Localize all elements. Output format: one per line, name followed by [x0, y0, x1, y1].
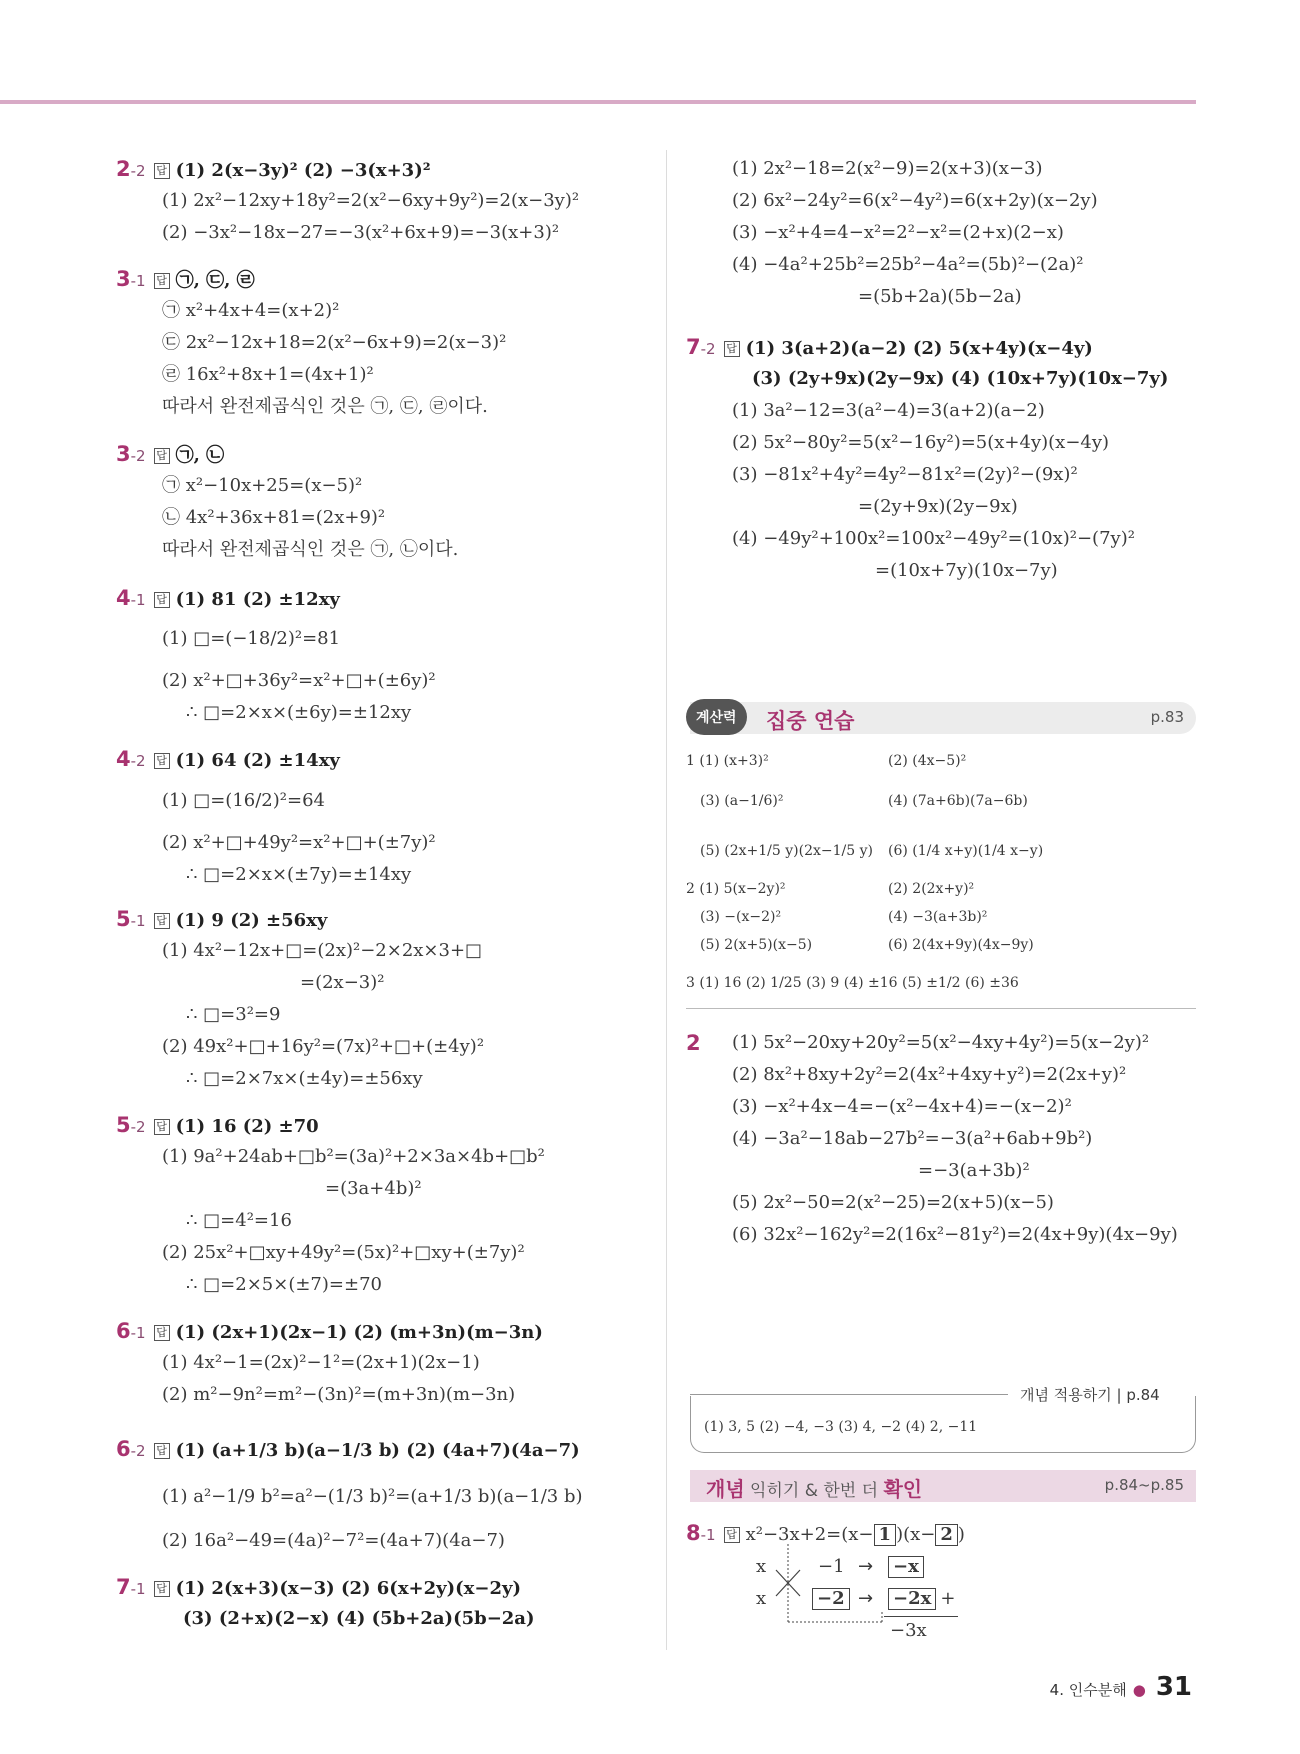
problem-number-suffix: -2: [130, 752, 146, 770]
column-divider: [666, 150, 667, 1650]
problem-4-1-answer: [116, 587, 340, 611]
apply-box-top: [690, 1394, 1008, 1395]
problem-number: 3-2: [116, 442, 146, 466]
problem-number: 2-2: [116, 157, 146, 181]
problem-7-1-answer: [116, 1576, 521, 1600]
solution-line: (3) −81x²+4y²=4y²−81x²=(2y)²−(9x)²: [732, 464, 1078, 485]
arrow-icon: →: [858, 1556, 874, 1577]
solution-line: (2) 25x²+□xy+49y²=(5x)²+□xy+(±7y)²: [162, 1242, 525, 1263]
cross-r2-box: −2x: [888, 1588, 936, 1610]
section-page: p.83: [1150, 708, 1184, 726]
eq-mid: )(x−: [896, 1524, 936, 1545]
apply-content: (1) 3, 5 (2) −4, −3 (3) 4, −2 (4) 2, −11: [704, 1419, 978, 1435]
solution-line: ∴ □=2×5×(±7)=±70: [186, 1274, 382, 1295]
drill-line: (3) −(x−2)²: [700, 909, 782, 925]
answer-text: (1) 16 (2) ±70: [175, 1116, 319, 1137]
solution-line: =−3(a+3b)²: [918, 1160, 1030, 1181]
solution-line: (3) −x²+4x−4=−(x²−4x+4)=−(x−2)²: [732, 1096, 1072, 1117]
bullet-icon: ●: [1132, 1681, 1146, 1699]
divider: [686, 1008, 1196, 1009]
cross-v1: −1: [818, 1556, 845, 1577]
answer-icon: 답: [154, 1581, 170, 1597]
problem-2-2-answer: [116, 158, 431, 182]
problem-number-suffix: -1: [700, 1526, 716, 1544]
answer-icon: 답: [154, 448, 170, 464]
answer-text: ㉠, ㉡: [175, 445, 225, 466]
answer-text: (1) 3(a+2)(a−2) (2) 5(x+4y)(x−4y): [745, 338, 1093, 359]
problem-number: 7-2: [686, 335, 716, 359]
solution-line: (2) 8x²+8xy+2y²=2(4x²+4xy+y²)=2(2x+y)²: [732, 1064, 1127, 1085]
plus-sign: +: [940, 1588, 956, 1609]
cross-x1: x: [756, 1556, 767, 1577]
solution-line: (2) 6x²−24y²=6(x²−4y²)=6(x+2y)(x−2y): [732, 190, 1098, 211]
drill-line: (5) (2x+1/5 y)(2x−1/5 y): [700, 843, 873, 859]
answer-icon: 답: [724, 1527, 740, 1543]
top-rule: [0, 100, 1196, 104]
problem-3-2-answer: [116, 443, 224, 467]
problem-5-1-answer: [116, 908, 327, 932]
drill-line: 2 (1) 5(x−2y)²: [686, 881, 786, 897]
problem-number: 8-1: [686, 1521, 716, 1545]
solution-line: ㉠ x²−10x+25=(x−5)²: [162, 475, 363, 496]
solution-line: (2) 49x²+□+16y²=(7x)²+□+(±4y)²: [162, 1036, 485, 1057]
solution-line: (1) □=(−18/2)²=81: [162, 628, 341, 649]
problem-number-suffix: -1: [130, 1580, 146, 1598]
solution-line: (1) 9a²+24ab+□b²=(3a)²+2×3a×4b+□b²: [162, 1146, 545, 1167]
arrow-icon: →: [858, 1588, 874, 1609]
solution-line: (3) −x²+4=4−x²=2²−x²=(2+x)(2−x): [732, 222, 1064, 243]
solution-line: (1) 3a²−12=3(a²−4)=3(a+2)(a−2): [732, 400, 1045, 421]
solution-line: =(3a+4b)²: [325, 1178, 422, 1199]
solution-line: =(10x+7y)(10x−7y): [875, 560, 1058, 581]
chapter-label: 4. 인수분해: [1049, 1681, 1127, 1699]
page-number: 31: [1155, 1672, 1192, 1702]
solution-line: (2) x²+□+49y²=x²+□+(±7y)²: [162, 832, 436, 853]
problem-number: 6-1: [116, 1319, 146, 1343]
problem-number-suffix: -1: [130, 272, 146, 290]
apply-header: 개념 적용하기 | p.84: [1020, 1386, 1160, 1404]
answer-text: (1) 9 (2) ±56xy: [175, 910, 328, 931]
problem-number-suffix: -1: [130, 1324, 146, 1342]
solution-line: 따라서 완전제곱식인 것은 ㉠, ㉢, ㉣이다.: [162, 396, 488, 417]
solution-line: (2) −3x²−18x−27=−3(x²+6x+9)=−3(x+3)²: [162, 222, 560, 243]
solution-line: (4) −4a²+25b²=25b²−4a²=(5b)²−(2a)²: [732, 254, 1084, 275]
cross-r1: [888, 1556, 924, 1578]
answer-icon: 답: [154, 913, 170, 929]
solution-line: ∴ □=2×x×(±7y)=±14xy: [186, 864, 412, 885]
sum-rule: [884, 1616, 958, 1617]
problem-number: 7-1: [116, 1575, 146, 1599]
drill-line: 1 (1) (x+3)²: [686, 753, 769, 769]
solution-line: (1) 5x²−20xy+20y²=5(x²−4xy+4y²)=5(x−2y)²: [732, 1032, 1150, 1053]
apply-page: p.84: [1126, 1386, 1160, 1404]
solution-line: (4) −3a²−18ab−27b²=−3(a²+6ab+9b²): [732, 1128, 1093, 1149]
answer-text: ㉠, ㉢, ㉣: [175, 270, 255, 291]
solution-line: (5) 2x²−50=2(x²−25)=2(x+5)(x−5): [732, 1192, 1054, 1213]
eq-part: x²−3x+2=(x−: [745, 1524, 874, 1545]
answer-text: (1) 64 (2) ±14xy: [175, 750, 340, 771]
problem-number-suffix: -2: [130, 1118, 146, 1136]
section-title-a: 개념: [706, 1477, 745, 1501]
drill-line: (6) (1/4 x+y)(1/4 x−y): [888, 843, 1044, 859]
solution-line: (2) 16a²−49=(4a)²−7²=(4a+7)(4a−7): [162, 1530, 505, 1551]
answer-icon: 답: [724, 341, 740, 357]
page-footer: [1050, 1672, 1192, 1702]
solution-line: (1) a²−1/9 b²=a²−(1/3 b)²=(a+1/3 b)(a−1/3 b): [162, 1486, 583, 1507]
answer-text: (1) 2(x−3y)² (2) −3(x+3)²: [175, 160, 431, 181]
solution-line: ㉡ 4x²+36x+81=(2x+9)²: [162, 507, 386, 528]
problem-number: 6-2: [116, 1437, 146, 1461]
solution-line: (2) m²−9n²=m²−(3n)²=(m+3n)(m−3n): [162, 1384, 516, 1405]
answer-icon: 답: [154, 753, 170, 769]
drill-line: (2) 2(2x+y)²: [888, 881, 975, 897]
solution-line: =(5b+2a)(5b−2a): [858, 286, 1022, 307]
section-pill: 계산력: [686, 699, 747, 735]
answer-text: (1) 2(x+3)(x−3) (2) 6(x+2y)(x−2y): [175, 1578, 521, 1599]
section-page: p.84~p.85: [1104, 1476, 1184, 1494]
problem-4-2-answer: [116, 748, 340, 772]
problem-6-1-answer: [116, 1320, 543, 1344]
blank-1: 1: [874, 1524, 897, 1546]
solution-line: ∴ □=4²=16: [186, 1210, 292, 1231]
solution-line: (4) −49y²+100x²=100x²−49y²=(10x)²−(7y)²: [732, 528, 1135, 549]
answer-icon: 답: [154, 1443, 170, 1459]
section-title-b: 익히기 & 한번 더: [750, 1481, 879, 1501]
drill-line: (6) 2(4x+9y)(4x−9y): [888, 937, 1034, 953]
answer-text: (1) 81 (2) ±12xy: [175, 589, 340, 610]
section-header-drill: [690, 702, 1196, 734]
answer-text: (1) (2x+1)(2x−1) (2) (m+3n)(m−3n): [175, 1322, 543, 1343]
solution-line: (1) 2x²−12xy+18y²=2(x²−6xy+9y²)=2(x−3y)²: [162, 190, 580, 211]
drill-line: (4) −3(a+3b)²: [888, 909, 988, 925]
drill-line: (2) (4x−5)²: [888, 753, 967, 769]
drill-line: 3 (1) 16 (2) 1/25 (3) 9 (4) ±16 (5) ±1/2 (6) ±36: [686, 975, 1019, 991]
problem-number-suffix: -1: [130, 591, 146, 609]
solution-line: =(2x−3)²: [300, 972, 385, 993]
problem-number: 4-1: [116, 586, 146, 610]
cross-v2-box: −2: [812, 1588, 850, 1610]
eq-end: ): [957, 1524, 965, 1545]
solution-line: (6) 32x²−162y²=2(16x²−81y²)=2(4x+9y)(4x−9y): [732, 1224, 1178, 1245]
answer-text: (1) (a+1/3 b)(a−1/3 b) (2) (4a+7)(4a−7): [175, 1440, 580, 1461]
blank-2: 2: [935, 1524, 958, 1546]
section-title: 집중 연습: [766, 709, 855, 733]
section-title: [706, 1473, 922, 1502]
solution-line: ∴ □=2×x×(±6y)=±12xy: [186, 702, 412, 723]
problem-5-2-answer: [116, 1114, 319, 1138]
problem-7-2-answer: [686, 336, 1093, 360]
problem-number-suffix: -2: [700, 340, 716, 358]
cross-r2: [888, 1588, 955, 1610]
drill-line: (4) (7a+6b)(7a−6b): [888, 793, 1028, 809]
cross-sum: −3x: [890, 1620, 927, 1641]
answer-icon: 답: [154, 592, 170, 608]
problem-number-suffix: -2: [130, 162, 146, 180]
cross-diagram-lines: [770, 1540, 890, 1640]
answer-icon: 답: [154, 1119, 170, 1135]
problem-2-number: 2: [686, 1031, 701, 1055]
solution-line: ㉢ 2x²−12x+18=2(x²−6x+9)=2(x−3)²: [162, 332, 507, 353]
solution-line: ∴ □=3²=9: [186, 1004, 281, 1025]
cross-r1-box: −x: [888, 1556, 924, 1578]
solution-line: (2) x²+□+36y²=x²+□+(±6y)²: [162, 670, 436, 691]
section-header-concept: [690, 1470, 1196, 1502]
answer-icon: 답: [154, 273, 170, 289]
solution-line: =(2y+9x)(2y−9x): [858, 496, 1018, 517]
apply-title: 개념 적용하기: [1020, 1386, 1112, 1404]
problem-6-2-answer: [116, 1438, 580, 1462]
problem-number-suffix: -2: [130, 1442, 146, 1460]
solution-line: (1) □=(16/2)²=64: [162, 790, 325, 811]
solution-line: (2) 5x²−80y²=5(x²−16y²)=5(x+4y)(x−4y): [732, 432, 1110, 453]
problem-number-suffix: -1: [130, 912, 146, 930]
problem-number: 5-2: [116, 1113, 146, 1137]
solution-line: ㉣ 16x²+8x+1=(4x+1)²: [162, 364, 374, 385]
drill-line: (5) 2(x+5)(x−5): [700, 937, 813, 953]
cross-x2: x: [756, 1588, 767, 1609]
answer-text-2: (3) (2+x)(2−x) (4) (5b+2a)(5b−2a): [183, 1608, 535, 1629]
solution-line: (1) 4x²−1=(2x)²−1²=(2x+1)(2x−1): [162, 1352, 480, 1373]
drill-line: (3) (a−1/6)²: [700, 793, 784, 809]
problem-number: 4-2: [116, 747, 146, 771]
problem-number-suffix: -2: [130, 447, 146, 465]
section-title-c: 확인: [883, 1477, 923, 1501]
solution-line: (1) 4x²−12x+□=(2x)²−2×2x×3+□: [162, 940, 483, 961]
solution-line: ㉠ x²+4x+4=(x+2)²: [162, 300, 340, 321]
problem-number: 5-1: [116, 907, 146, 931]
solution-line: ∴ □=2×7x×(±4y)=±56xy: [186, 1068, 423, 1089]
answer-text-2: (3) (2y+9x)(2y−9x) (4) (10x+7y)(10x−7y): [752, 368, 1169, 389]
answer-icon: 답: [154, 1325, 170, 1341]
solution-line: 따라서 완전제곱식인 것은 ㉠, ㉡이다.: [162, 539, 459, 560]
problem-number: 3-1: [116, 267, 146, 291]
answer-icon: 답: [154, 163, 170, 179]
problem-3-1-answer: [116, 268, 255, 292]
solution-line: (1) 2x²−18=2(x²−9)=2(x+3)(x−3): [732, 158, 1043, 179]
